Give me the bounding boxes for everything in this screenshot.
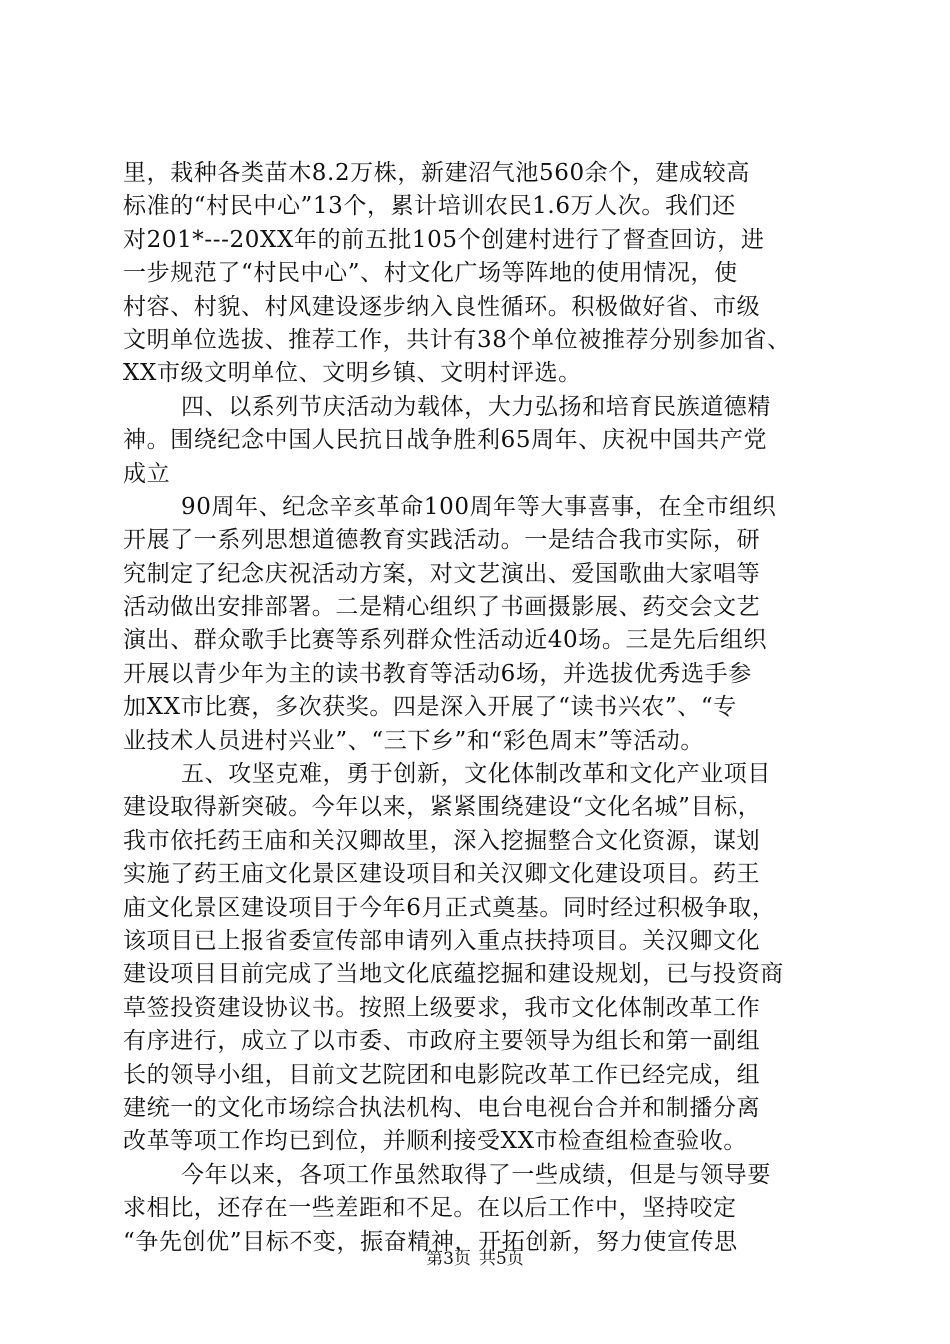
text-line: 业技术人员进村兴业”、“三下乡”和“彩色周末”等活动。: [123, 727, 704, 754]
text-line: 究制定了纪念庆祝活动方案，对文艺演出、爱国歌曲大家唱等: [123, 560, 761, 587]
text-line: 建设项目目前完成了当地文化底蕴挖掘和建设规划，已与投资商: [123, 961, 784, 988]
paragraph-start-line: 90周年、纪念辛亥革命100周年等大事喜事，在全市组织: [181, 493, 777, 520]
text-line: 加XX市比赛，多次获奖。四是深入开展了“读书兴农”、“专: [123, 694, 737, 721]
text-line: 里，栽种各类苗木8.2万株，新建沼气池560余个，建成较高: [123, 160, 750, 186]
text-line: 改革等项工作均已到位，并顺利接受XX市检查组检查验收。: [123, 1128, 747, 1155]
text-line: 文明单位选拔、推荐工作，共计有38个单位被推荐分别参加省、: [123, 326, 791, 353]
text-line: 庙文化景区建设项目于今年6月正式奠基。同时经过积极争取，: [123, 894, 776, 921]
text-line: 草签投资建设协议书。按照上级要求，我市文化体制改革工作: [123, 994, 761, 1021]
text-line: 实施了药王庙文化景区建设项目和关汉卿文化建设项目。药王: [123, 861, 761, 888]
text-line: 开展了一系列思想道德教育实践活动。一是结合我市实际，研: [123, 527, 761, 554]
page-number-total: 共5页: [479, 1249, 524, 1269]
text-line: 建统一的文化市场综合执法机构、电台电视台合并和制播分离: [123, 1094, 761, 1121]
text-line: 一步规范了“村民中心”、村文化广场等阵地的使用情况，使: [123, 260, 738, 287]
text-line: 开展以青少年为主的读书教育等活动6场，并选拔优秀选手参: [123, 660, 752, 687]
text-line: XX市级文明单位、文明乡镇、文明村评选。: [123, 360, 582, 387]
paragraph-start-line: 今年以来，各项工作虽然取得了一些成绩，但是与领导要: [181, 1161, 771, 1188]
text-line: 有序进行，成立了以市委、市政府主要领导为组长和第一副组: [123, 1028, 761, 1055]
text-line: 该项目已上报省委宣传部申请列入重点扶持项目。关汉卿文化: [123, 927, 761, 954]
text-line: 建设取得新突破。今年以来，紧紧围绕建设“文化名城”目标，: [123, 794, 762, 821]
text-line: 成立: [123, 460, 171, 487]
page-footer: [0, 1247, 950, 1271]
paragraph-start-line: 四、以系列节庆活动为载体，大力弘扬和培育民族道德精: [181, 393, 771, 420]
text-line: 活动做出安排部署。二是精心组织了书画摄影展、药交会文艺: [123, 594, 761, 621]
text-line: 我市依托药王庙和关汉卿故里，深入挖掘整合文化资源，谋划: [123, 827, 761, 854]
text-line: 村容、村貌、村风建设逐步纳入良性循环。积极做好省、市级: [123, 293, 761, 320]
text-line: “争先创优”目标不变，振奋精神，开拓创新，努力使宣传思: [123, 1228, 738, 1255]
text-line: 对201*---20XX年的前五批105个创建村进行了督查回访，进: [123, 226, 765, 253]
text-line: 求相比，还存在一些差距和不足。在以后工作中，坚持咬定: [123, 1195, 737, 1222]
document-body: [123, 157, 829, 1259]
paragraph-start-line: 五、攻坚克难，勇于创新，文化体制改革和文化产业项目: [181, 761, 771, 788]
page-number-current: 第3页: [426, 1249, 471, 1269]
text-line: 长的领导小组，目前文艺院团和电影院改革工作已经完成，组: [123, 1061, 761, 1088]
text-line: 演出、群众歌手比赛等系列群众性活动近40场。三是先后组织: [123, 627, 768, 654]
text-line: 标准的“村民中心”13个，累计培训农民1.6万人次。我们还: [123, 193, 736, 220]
text-line: 神。围绕纪念中国人民抗日战争胜利65周年、庆祝中国共产党: [123, 427, 768, 454]
